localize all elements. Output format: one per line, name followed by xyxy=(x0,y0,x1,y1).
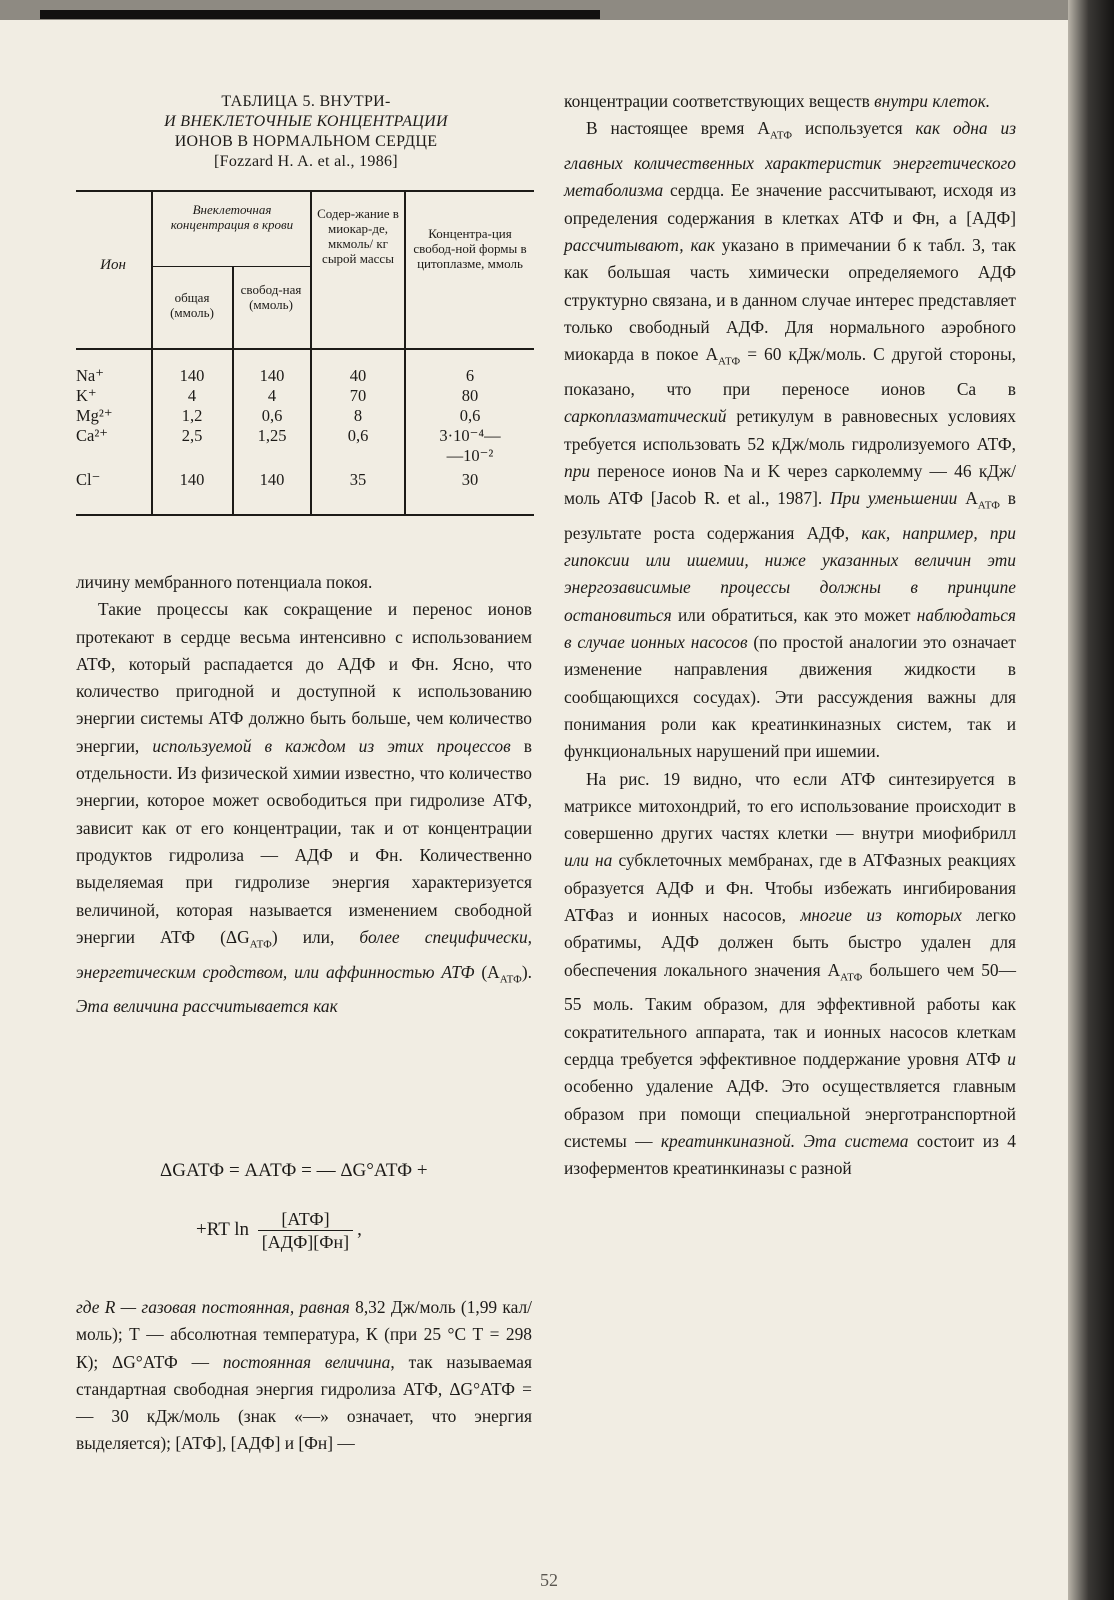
header-total: общая (ммоль) xyxy=(170,290,214,320)
table-rule xyxy=(152,266,310,267)
cell-content: 0,6 xyxy=(347,426,369,445)
left-column-text xyxy=(76,569,532,1021)
cell-ion: Na⁺ xyxy=(76,366,104,385)
caption-line: И ВНЕКЛЕТОЧНЫЕ КОНЦЕНТРАЦИИ xyxy=(164,113,448,130)
equation-fraction: $\frac{\text{[АТФ]}}{\text{[АДФ][Фн]}}$ xyxy=(258,1208,353,1253)
cell-free: 140 xyxy=(259,470,285,489)
header-content: Содер-жание в миокар-де, мкмоль/ кг сырой массы xyxy=(317,206,399,266)
table-row xyxy=(76,366,534,386)
cell-cytoplasm: 30 xyxy=(461,470,479,489)
table-row xyxy=(76,406,534,426)
cell-cytoplasm: 6 xyxy=(465,366,475,385)
table-row xyxy=(76,386,534,406)
cell-content: 70 xyxy=(349,386,367,405)
caption-citation: [Fozzard H. A. et al., 1986] xyxy=(214,153,398,170)
cell-ion: Mg²⁺ xyxy=(76,406,113,425)
table-caption xyxy=(76,92,536,172)
cell-total: 4 xyxy=(187,386,197,405)
paragraph: где R — газовая постоянная, равная 8,32 Дж/моль (1,99 кал/моль); Т — абсолютная температура, К (при 25 °С Т = 298 К); ΔG°АТФ — постоянная величина, так называемая стандартная свободная энергия гидролиза АТФ, ΔG°АТФ = — 30 кДж/моль (знак «—» означает, что энергия выделяется); [АТФ], [АДФ] и [Фн] — xyxy=(76,1297,532,1454)
left-column-text-continued xyxy=(76,1294,532,1458)
equation-line: +RT ln $\frac{\text{[АТФ]}}{\text{[АДФ][Фн]}}$ , xyxy=(196,1209,362,1252)
header-free: свобод-ная (ммоль) xyxy=(240,282,302,312)
cell-total: 140 xyxy=(179,470,205,489)
cell-ion: Cl⁻ xyxy=(76,470,101,489)
paragraph: В настоящее время $А_{АТФ}$ используется как одна из главных количественных характеристик энергетического метаболизма сердца. Ее значение рассчитывают, исходя из определения содержания в клетках АТФ и Фн, а [АДФ] рассчитывают, как указано в примечании б к табл. 3, так как большая часть химически определяемого АДФ структурно связана, и в данном случае интерес представляет только свободный АДФ. Для нормального аэробного миокарда в покое $А_{АТФ} = 60$ кДж/моль. С другой стороны, показано, что при переносе ионов Са в саркоплазматический ретикулум в равновесных условиях требуется использовать 52 кДж/моль гидролизуемого АТФ, при переносе ионов Na и K через сарколемму — 46 кДж/моль АТФ [Jacob R. et al., 1987]. При уменьшении $А_{АТФ}$ в результате роста содержания АДФ, как, например, при гипоксии или ишемии, ниже указанных величин эти энергозависимые процессы должны в принципе остановиться или обратиться, как это может наблюдаться в случае ионных насосов (по простой аналогии это означает изменение направления движения жидкости в сообщающихся сосудах). Эти рассуждения важны для понимания роли как креатинкиназных систем, так и функциональных нарушений при ишемии. xyxy=(564,118,1017,762)
table-divider xyxy=(151,190,153,516)
table-divider xyxy=(404,190,406,516)
scan-binding-shadow xyxy=(1068,0,1114,1600)
cell-content: 40 xyxy=(349,366,367,385)
cell-cytoplasm: 0,6 xyxy=(459,406,481,425)
ion-concentration-table xyxy=(76,190,534,518)
caption-line: ТАБЛИЦА 5. ВНУТРИ- xyxy=(221,93,391,110)
cell-ion: K⁺ xyxy=(76,386,97,405)
cell-total: 1,2 xyxy=(181,406,203,425)
table-rule xyxy=(76,514,534,516)
cell-cytoplasm: —10⁻² xyxy=(446,446,494,465)
paragraph: На рис. 19 видно, что если АТФ синтезируется в матриксе митохондрий, то его использование происходит в совершенно других частях клетки — внутри миофибрилл или на субклеточных мембранах, где в АТФазных реакциях образуется АДФ и Фн. Чтобы избежать ингибирования АТФаз и ионных насосов, многие из которых легко обратимы, АДФ должен быть быстро удален для обеспечения локального значения $А_{АТФ}$ большего чем 50—55 моль. Таким образом, для эффективной работы как сократительного аппарата, так и ионных насосов клеткам сердца требуется эффективное поддержание уровня АТФ и особенно удаление АДФ. Это осуществляется главным образом при помощи специальной энерготранспортной системы — креатинкиназной. Эта система состоит из 4 изоферментов креатинкиназы с разной xyxy=(564,768,1016,1179)
cell-ion: Ca²⁺ xyxy=(76,426,108,445)
cell-total: 2,5 xyxy=(181,426,203,445)
paragraph: Такие процессы как сокращение и перенос ионов протекают в сердце весьма интенсивно с использованием АТФ, который распадается до АДФ и Фн. Ясно, что количество пригодной и доступной к использованию энергии системы АТФ должно быть больше, чем количество энергии, используемой в каждом из этих процессов в отдельности. Из физической химии известно, что количество энергии, которое может освободиться при гидролизе АТФ, зависит как от его концентрации, так и от концентрации продуктов гидролиза — АДФ и Фн. Количественно выделяемая при гидролизе энергия характеризуется величиной, которая называется изменением свободной энергии АТФ $(\Delta G_{АТФ})$ или, более специфически, энергетическим сродством, или аффинностью АТФ $(А_{АТФ})$. Эта величина рассчитывается как xyxy=(76,599,532,1017)
header-ion: Ион xyxy=(100,257,126,273)
page-number: 52 xyxy=(540,1570,558,1590)
cell-total: 140 xyxy=(179,366,205,385)
caption-line: ИОНОВ В НОРМАЛЬНОМ СЕРДЦЕ xyxy=(174,133,438,150)
paragraph: концентрации соответствующих веществ внутри клеток. xyxy=(564,91,991,111)
paragraph: личину мембранного потенциала покоя. xyxy=(76,572,373,592)
cell-content: 35 xyxy=(349,470,367,489)
right-column-text xyxy=(564,88,1016,1182)
cell-content: 8 xyxy=(353,406,363,425)
header-extracellular: Внеклеточная концентрация в крови xyxy=(170,202,294,232)
cell-free: 0,6 xyxy=(261,406,283,425)
table-row xyxy=(76,426,534,446)
cell-free: 4 xyxy=(267,386,277,405)
header-cytoplasm: Концентра-ция свобод-ной формы в цитоплазме, ммоль xyxy=(413,226,527,271)
table-row xyxy=(76,470,534,490)
table-row xyxy=(76,446,534,466)
equation-line: ΔGАТФ = AАТФ = — ΔG°АТФ + xyxy=(160,1160,428,1181)
cell-free: 1,25 xyxy=(257,426,287,445)
table-rule xyxy=(76,190,534,192)
cell-cytoplasm: 3·10⁻⁴— xyxy=(439,426,501,445)
cell-free: 140 xyxy=(259,366,285,385)
table-divider xyxy=(310,190,312,516)
cell-cytoplasm: 80 xyxy=(461,386,479,405)
table-rule xyxy=(76,348,534,350)
